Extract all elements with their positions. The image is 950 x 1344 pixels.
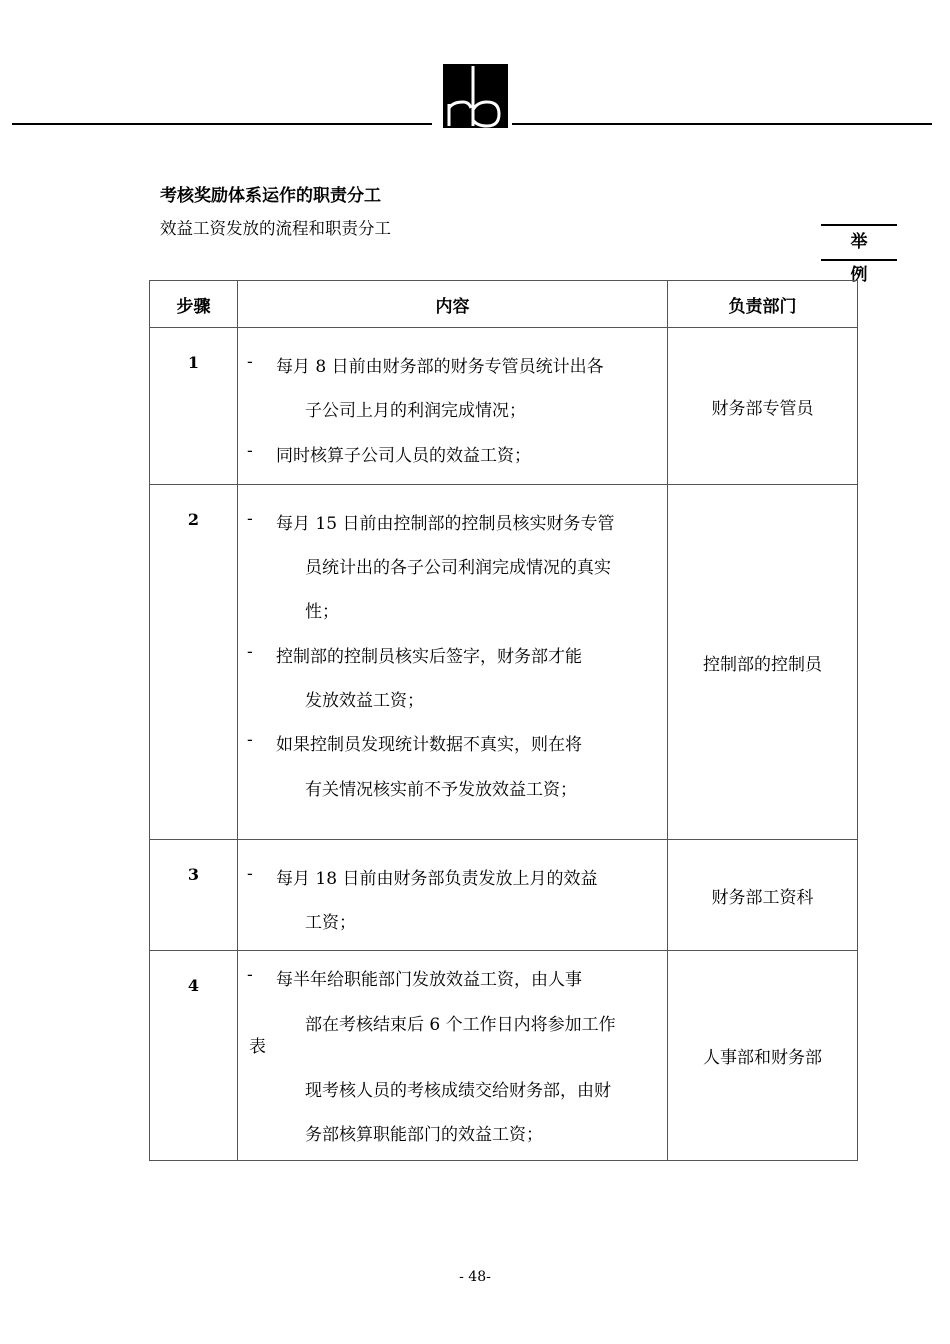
header-dept: 负责部门	[668, 281, 858, 328]
bullet-dash: -	[247, 352, 253, 372]
step-cell	[150, 328, 238, 485]
table-row	[150, 840, 858, 951]
content-line: 如果控制员发现统计数据不真实，则在将	[276, 735, 582, 755]
header-content: 内容	[238, 281, 668, 328]
content-line: 每月 15 日前由控制部的控制员核实财务专管	[276, 514, 615, 534]
step-number: 1	[187, 353, 200, 372]
step-number: 2	[187, 510, 200, 529]
step-cell	[150, 840, 238, 951]
content-line: 务部核算职能部门的效益工资；	[305, 1125, 543, 1145]
bullet-dash: -	[247, 509, 253, 529]
header-rule-left	[12, 123, 432, 125]
header-rule-right	[512, 123, 932, 125]
content-line: 部在考核结束后 6 个工作日内将参加工作	[305, 1015, 616, 1035]
bullet-dash: -	[247, 864, 253, 884]
content-cell	[238, 485, 668, 840]
content-line: 每月 18 日前由财务部负责发放上月的效益	[276, 869, 598, 889]
step-number: 3	[187, 865, 200, 884]
bullet-dash: -	[247, 642, 253, 662]
content-line: 工资；	[305, 913, 356, 933]
content-line: 控制部的控制员核实后签字，财务部才能	[276, 647, 582, 667]
content-line: 同时核算子公司人员的效益工资；	[276, 446, 531, 466]
content-line: 有关情况核实前不予发放效益工资；	[305, 780, 577, 800]
content-line: 每半年给职能部门发放效益工资，由人事	[276, 970, 582, 990]
dept-cell: 控制部的控制员	[668, 485, 858, 840]
bullet-dash: -	[247, 441, 253, 461]
table-row	[150, 951, 858, 1161]
content-line: 员统计出的各子公司利润完成情况的真实	[305, 558, 611, 578]
example-badge: 举 例	[821, 224, 897, 261]
header-step: 步骤	[150, 281, 238, 328]
rb-logo-icon	[443, 64, 508, 128]
responsibility-table	[149, 280, 858, 1161]
step-cell	[150, 485, 238, 840]
content-cell	[238, 951, 668, 1161]
content-cell	[238, 840, 668, 951]
section-subtitle: 效益工资发放的流程和职责分工	[160, 219, 391, 238]
dept-cell: 财务部专管员	[668, 328, 858, 485]
step-cell	[150, 951, 238, 1161]
bullet-dash: -	[247, 730, 253, 750]
table-row	[150, 485, 858, 840]
content-line: 性；	[305, 602, 339, 622]
wrapped-char: 表	[249, 1037, 266, 1057]
step-number: 4	[187, 976, 200, 995]
bullet-dash: -	[247, 965, 253, 985]
page-number: - 48-	[459, 1269, 491, 1285]
content-line: 发放效益工资；	[305, 691, 424, 711]
content-cell	[238, 328, 668, 485]
content-line: 每月 8 日前由财务部的财务专管员统计出各	[276, 357, 604, 377]
content-line: 子公司上月的利润完成情况；	[305, 401, 526, 421]
section-title: 考核奖励体系运作的职责分工	[160, 186, 381, 206]
dept-cell: 财务部工资科	[668, 840, 858, 951]
table-row	[150, 328, 858, 485]
dept-cell: 人事部和财务部	[668, 951, 858, 1161]
table-header-row	[150, 281, 858, 328]
content-line: 现考核人员的考核成绩交给财务部，由财	[305, 1081, 611, 1101]
